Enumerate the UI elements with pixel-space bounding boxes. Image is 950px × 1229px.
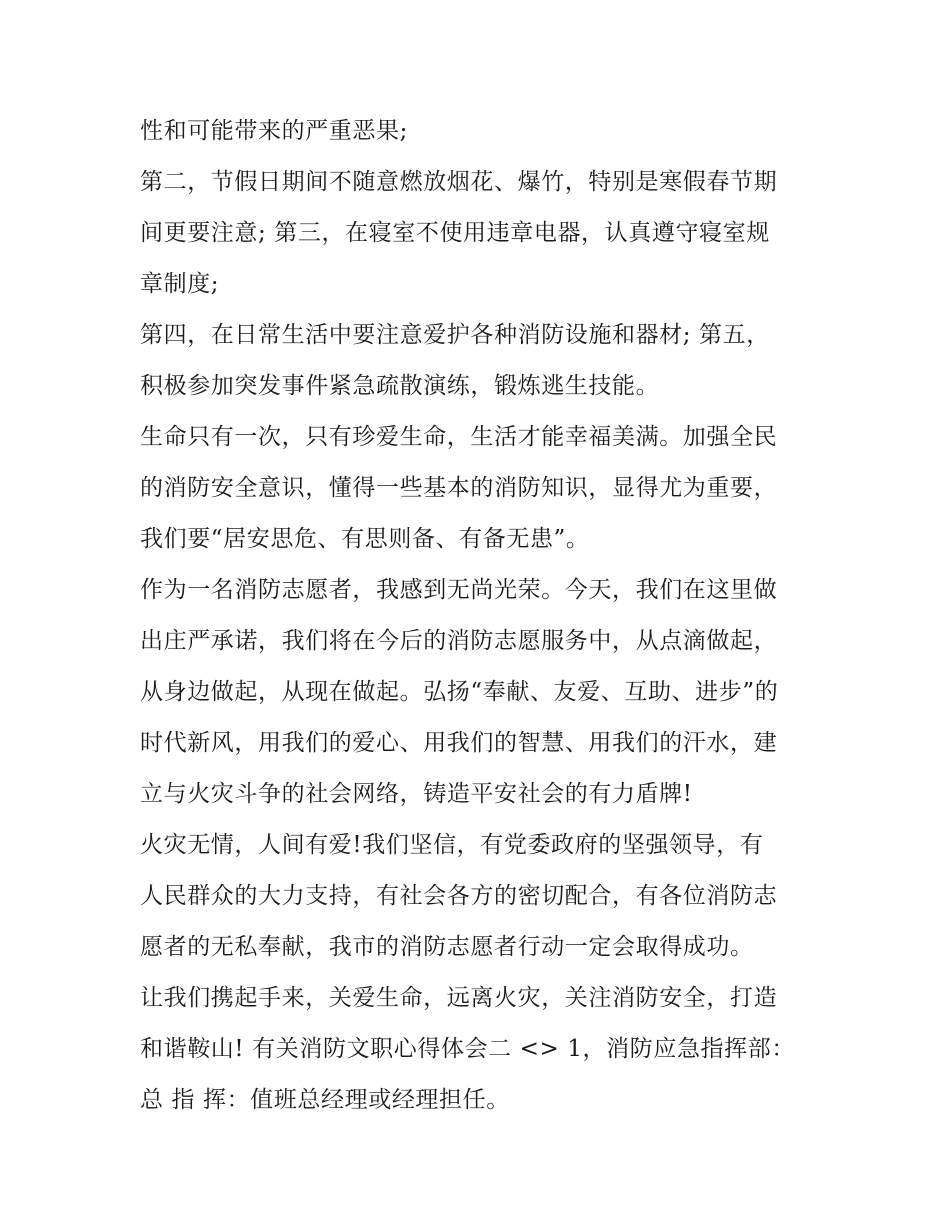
text-line: 愿者的无私奉献，我市的消防志愿者行动一定会取得成功。 <box>140 934 754 960</box>
text-line: 总 指 挥：值班总经理或经理担任。 <box>140 1087 510 1113</box>
text-line: 从身边做起，从现在做起。弘扬“奉献、友爱、互助、进步”的 <box>140 679 779 705</box>
text-line: 作为一名消防志愿者，我感到无尚光荣。今天，我们在这里做 <box>140 577 778 603</box>
text-line: 的消防安全意识，懂得一些基本的消防知识，显得尤为重要， <box>140 475 778 501</box>
text-line: 出庄严承诺，我们将在今后的消防志愿服务中，从点滴做起， <box>140 628 778 654</box>
text-line: 间更要注意; 第三，在寝室不使用违章电器，认真遵守寝室规 <box>140 220 770 246</box>
text-line: 章制度; <box>140 271 220 297</box>
text-line: 积极参加突发事件紧急疏散演练，锻炼逃生技能。 <box>140 373 660 399</box>
text-line: 第四，在日常生活中要注意爱护各种消防设施和器材; 第五， <box>140 322 770 348</box>
text-line: 人民群众的大力支持，有社会各方的密切配合，有各位消防志 <box>140 883 778 909</box>
text-line: 时代新风，用我们的爱心、用我们的智慧、用我们的汗水，建 <box>140 730 778 756</box>
document-body <box>140 106 820 1126</box>
text-line: 我们要“居安思危、有思则备、有备无患”。 <box>140 526 590 552</box>
text-line: 性和可能带来的严重恶果; <box>140 118 408 144</box>
text-line: 立与火灾斗争的社会网络，铸造平安社会的有力盾牌! <box>140 781 693 807</box>
text-line: 第二，节假日期间不随意燃放烟花、爆竹，特别是寒假春节期 <box>140 169 778 195</box>
text-line: 火灾无情，人间有爱!我们坚信，有党委政府的坚强领导，有 <box>140 832 764 858</box>
text-line: 生命只有一次，只有珍爱生命，生活才能幸福美满。加强全民 <box>140 424 778 450</box>
text-line: 让我们携起手来，关爱生命，远离火灾，关注消防安全，打造 <box>140 985 778 1011</box>
text-line: 和谐鞍山! 有关消防文职心得体会二 <> 1，消防应急指挥部： <box>140 1036 795 1062</box>
